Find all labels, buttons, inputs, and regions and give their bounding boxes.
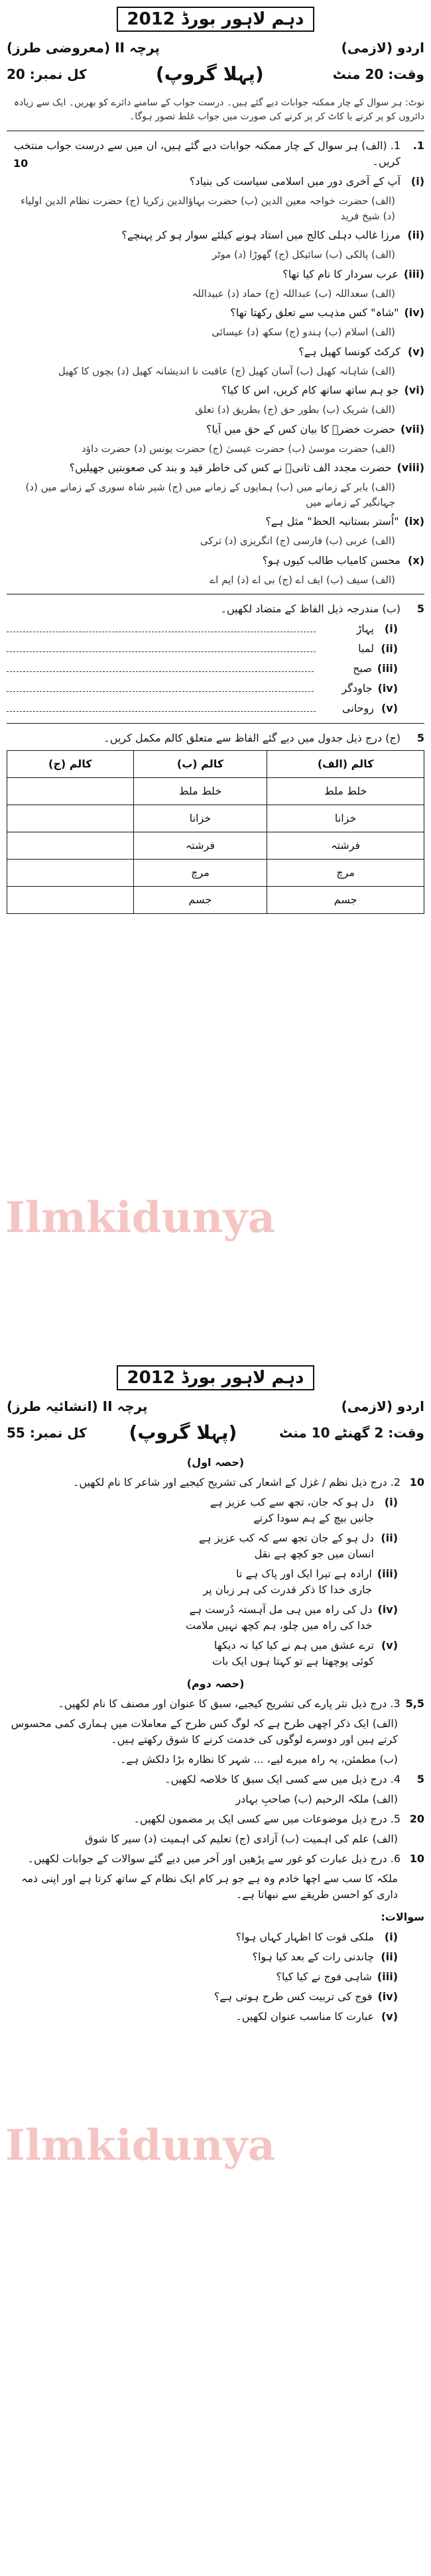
group-title-text: (پہلا گروپ) <box>129 1422 237 1443</box>
mcq-item <box>7 514 424 530</box>
q3-marks: 5,5 <box>405 1697 424 1710</box>
word: لمبا <box>358 642 374 655</box>
q3-passage-a: (الف) ایک ذکر اچھی طرح ہے کہ لوگ کس طرح کے معاملات میں ہماری کمی محسوس کرتے ہیں اور دوسرے لوگوں کی خدمت کرنے کا شوق رکھتے ہیں۔ <box>11 1717 398 1746</box>
antonym-item <box>7 700 398 716</box>
mcq-item <box>7 266 424 282</box>
table-cell: خزانا <box>267 805 424 832</box>
mcq-options: (الف) حضرت خواجہ معین الدین (ب) حضرت بہاؤالدین زکریا (ج) حضرت نظام الدین اولیاء (د) شیخ فرید <box>21 195 395 222</box>
question-text: شاہی فوج نے کیا کیا؟ <box>276 1970 372 1983</box>
mcq-num: (iii) <box>403 267 424 280</box>
poem-line: خدا کی راہ میں چلو، ہم کچھ نہیں ملامت <box>186 1619 373 1632</box>
questions-list <box>7 1929 424 2025</box>
question-item <box>7 1989 398 2005</box>
watermark: Ilmkidunya <box>5 1193 276 1243</box>
poem-item <box>7 1566 398 1598</box>
table-cell <box>7 832 134 860</box>
antonym-list <box>7 621 424 716</box>
q1b-text: (ب) مندرجہ ذیل الفاظ کے متضاد لکھیں۔ <box>220 602 400 615</box>
table-row <box>7 805 424 832</box>
question-num: (v) <box>381 2010 398 2023</box>
banner-text: دہم لاہور بورڈ 2012 <box>117 7 315 32</box>
paper: پرچہ II (انشائیہ طرز) <box>7 1398 148 1414</box>
table-cell: خزانا <box>133 805 267 832</box>
table-cell <box>7 887 134 914</box>
part2-label: (حصہ دوم) <box>186 1677 245 1690</box>
mcq-options: (الف) پالکی (ب) سائیکل (ج) گھوڑا (د) موٹر <box>212 249 395 260</box>
divider <box>7 723 424 724</box>
poem-item <box>7 1638 398 1669</box>
q1b-intro <box>7 601 424 617</box>
poem-line: دل کی راہ میں ہی مل آہستہ دُرست ہے <box>189 1603 373 1616</box>
mcq-num: (v) <box>407 345 424 358</box>
table-cell: خلط ملط <box>133 778 267 805</box>
q1-marks: 10 <box>13 157 29 170</box>
q6 <box>7 1851 424 1867</box>
answer-line <box>7 641 316 652</box>
subjective-section <box>7 1455 424 2029</box>
table-cell: مرچ <box>133 860 267 887</box>
mcq-num: (i) <box>410 175 424 188</box>
answer-line <box>7 621 316 632</box>
q2-marks: 10 <box>409 1476 424 1488</box>
question-num: (i) <box>384 1931 398 1943</box>
q1-number: 1. <box>412 139 424 152</box>
mcq-list <box>7 174 424 587</box>
question-item <box>7 2009 398 2025</box>
table-row <box>7 887 424 914</box>
mcq-question: حضرت مجدد الف ثانیؒ نے کس کی خاطر قید و بند کی صعوبتیں جھیلیں؟ <box>69 461 392 474</box>
poem-line: ارادہ ہے تیرا ایک اور پاک ہے تا <box>236 1567 372 1580</box>
poem-num: (i) <box>384 1496 398 1508</box>
poem-line: دل ہو کہ جان، تجھ سے کب عزیز ہے <box>210 1496 374 1508</box>
mcq-question: عرب سردار کا نام کیا تھا؟ <box>282 267 399 280</box>
question-item <box>7 1929 398 1945</box>
mcq-question: "اُستر بستانیہ الحظ" مثل ہے؟ <box>265 515 399 528</box>
mcq-item <box>7 553 424 569</box>
mcq-num: (ii) <box>407 229 424 241</box>
board-banner-2 <box>0 1365 431 1390</box>
question-num: (iv) <box>377 1990 398 2003</box>
time-marks-row <box>7 63 424 85</box>
mcq-question: حضرت خضرؑ کا بیان کس کے حق میں آیا؟ <box>206 422 395 435</box>
answer-line <box>7 661 314 672</box>
poem-line: ترے عشق میں ہم نے کیا کیا نہ دیکھا <box>214 1639 374 1652</box>
table-row <box>7 832 424 860</box>
word-num: (v) <box>381 702 398 714</box>
time: وقت: 2 گھنٹے 10 منٹ <box>279 1424 424 1441</box>
mcq-item <box>7 174 424 190</box>
note: نوٹ: ہر سوال کے چار ممکنہ جوابات دیے گئے ہیں۔ درست جواب کے سامنے دائرے کو بھریں۔ ایک سے زیادہ دائروں کو پر کرنے یا کاٹ کر پر کرنے کی صورت میں جواب غلط تصور ہوگا۔ <box>13 97 424 122</box>
poem-num: (iii) <box>377 1567 398 1580</box>
mcq-options: (الف) سعداللہ (ب) عبداللہ (ج) حماد (د) عبیداللہ <box>192 287 395 300</box>
question-text: چاندنی رات کے بعد کیا ہوا؟ <box>252 1950 374 1963</box>
word: پہاڑ <box>356 622 374 635</box>
poem-item <box>7 1602 398 1634</box>
time: وقت: 20 منٹ <box>332 66 424 82</box>
marks: کل نمبر: 55 <box>7 1424 87 1441</box>
mcq-item <box>7 227 424 243</box>
paper: پرچہ II (معروضی طرز) <box>7 40 160 56</box>
table-cell: جسم <box>267 887 424 914</box>
q2-text: 2. درج ذیل نظم / غزل کے اشعار کی تشریح کیجیے اور شاعر کا نام لکھیں۔ <box>72 1476 400 1488</box>
mcq-num: (iv) <box>404 306 424 319</box>
table-cell: فرشتہ <box>267 832 424 860</box>
q3-passage-b: (ب) مطمئن، یہ راہ میرے لیے، ... شہر کا نظارہ بڑا دلکش ہے۔ <box>120 1753 398 1765</box>
mcq-item <box>7 344 424 360</box>
poem-line: دل ہو کے جان تجھ سے کہ کب عزیز ہے <box>198 1532 374 1544</box>
questions-label: سوالات: <box>381 1911 424 1923</box>
word: روحانی <box>341 702 374 714</box>
mcq-options: (الف) حضرت موسیٰ (ب) حضرت عیسیٰ (ج) حضرت یونس (د) حضرت داؤد <box>82 442 395 455</box>
mcq-question: محسن کامیاب طالب کیوں ہو؟ <box>262 553 400 567</box>
antonym-item <box>7 621 398 637</box>
q5-text: 5. درج ذیل موضوعات میں سے کسی ایک پر مضمون لکھیں۔ <box>133 1813 400 1825</box>
table-cell <box>7 778 134 805</box>
mcq-options: (الف) بابر کے زمانے میں (ب) ہمایوں کے زمانے میں (ج) شیر شاہ سوری کے زمانے میں (د) جہانگیر کے زمانے میں <box>25 481 395 508</box>
answer-line <box>7 681 314 692</box>
q1c-text: (ج) درج ذیل جدول میں دیے گئے الفاظ سے متعلق کالم مکمل کریں۔ <box>103 732 400 744</box>
watermark: Ilmkidunya <box>5 2121 276 2170</box>
mcq-options: (الف) سیف (ب) ایف اے (ج) بی اے (د) ایم اے <box>210 573 395 586</box>
subject-paper-row <box>7 40 424 56</box>
poem-line: جانیں بیچ کے ہم سودا کرتے <box>253 1512 374 1524</box>
q3 <box>7 1696 424 1712</box>
q1c-marks: 5 <box>416 732 424 744</box>
group-title-text: (پہلا گروپ) <box>155 63 264 85</box>
table-header: کالم (ج) <box>7 751 134 778</box>
table-header: کالم (ب) <box>133 751 267 778</box>
mcq-options: (الف) اسلام (ب) ہندو (ج) سکھ (د) عیسائی <box>212 326 395 338</box>
mcq-question: مرزا غالب دہلی کالج میں استاد ہونے کیلئے سوار ہو کر پہنچے؟ <box>121 229 400 241</box>
time-marks-row-2 <box>7 1422 424 1443</box>
antonym-item <box>7 681 398 697</box>
q5-marks: 20 <box>409 1813 424 1825</box>
poem-num: (v) <box>381 1639 398 1652</box>
group-title-2 <box>129 1422 237 1443</box>
mcq-item <box>7 421 424 437</box>
q6-passage: ملکہ کا سب سے اچھا خادم وہ ہے جو ہر کام ایک نظام کے ساتھ کرتا ہے اور اپنی ذمہ داری کو احسن طریقے سے نبھاتا ہے۔ <box>21 1872 398 1901</box>
q4-options: (الف) ملکہ الرحیم (ب) صاحبِ بہادر <box>235 1793 398 1805</box>
q1-intro <box>7 138 424 170</box>
q5-options: (الف) علم کی اہمیت (ب) آزادی (ج) تعلیم کی اہمیت (د) سیر کا شوق <box>85 1832 398 1845</box>
q1c-intro <box>7 730 424 746</box>
mcq-question: کرکٹ کونسا کھیل ہے؟ <box>298 345 400 358</box>
word-num: (i) <box>384 622 398 635</box>
table-cell <box>7 805 134 832</box>
answer-line <box>7 700 316 712</box>
q6-marks: 10 <box>409 1852 424 1865</box>
poem-num: (ii) <box>381 1532 398 1544</box>
mcq-options: (الف) عربی (ب) فارسی (ج) انگریزی (د) ترکی <box>200 535 395 547</box>
mcq-question: آپ کے آخری دور میں اسلامی سیاست کی بنیاد؟ <box>189 175 400 188</box>
mcq-num: (ix) <box>404 515 424 528</box>
mcq-question: "شاہ" کس مذہب سے تعلق رکھتا تھا؟ <box>230 306 399 319</box>
antonym-item <box>7 661 398 677</box>
mcq-num: (vii) <box>400 422 424 435</box>
part1-label: (حصہ اول) <box>186 1456 245 1469</box>
mcq-item <box>7 305 424 321</box>
word: جاودگر <box>341 682 373 695</box>
q4 <box>7 1771 424 1787</box>
question-item <box>7 1969 398 1985</box>
question-text: فوج کی تربیت کس طرح ہوتی ہے؟ <box>214 1990 373 2003</box>
poem-line: انسان میں جو کچھ ہے نقل <box>254 1547 374 1560</box>
question-text: ملکی قوت کا اظہار کہاں ہوا؟ <box>235 1931 374 1943</box>
mcq-num: (viii) <box>397 461 424 474</box>
poem-list <box>7 1494 424 1669</box>
table-cell <box>7 860 134 887</box>
q4-text: 4. درج ذیل میں سے کسی ایک سبق کا خلاصہ لکھیں۔ <box>164 1773 400 1785</box>
mcq-options: (الف) شریک (ب) بطور حق (ج) بطریق (د) تعلق <box>195 404 395 416</box>
question-text: عبارت کا مناسب عنوان لکھیں۔ <box>235 2010 374 2023</box>
table-header: کالم (الف) <box>267 751 424 778</box>
question-num: (iii) <box>377 1970 398 1983</box>
word-num: (ii) <box>381 642 398 655</box>
q6-text: 6. درج ذیل عبارت کو غور سے پڑھیں اور آخر میں دیے گئے سوالات کے جوابات لکھیں۔ <box>27 1852 400 1865</box>
poem-item <box>7 1530 398 1562</box>
columns-table <box>7 750 424 914</box>
q5 <box>7 1811 424 1827</box>
word-num: (iv) <box>377 682 398 695</box>
table-cell: فرشتہ <box>133 832 267 860</box>
subject-paper-row-2 <box>7 1398 424 1414</box>
q4-marks: 5 <box>416 1773 424 1785</box>
table-cell: جسم <box>133 887 267 914</box>
banner-text: دہم لاہور بورڈ 2012 <box>117 1365 315 1390</box>
antonym-item <box>7 641 398 657</box>
poem-num: (iv) <box>377 1603 398 1616</box>
poem-line: کوئی پوچھتا ہے تو کہتا ہوں ایک بات <box>212 1655 374 1667</box>
table-row <box>7 778 424 805</box>
mcq-num: (vi) <box>404 384 424 396</box>
question-item <box>7 1949 398 1965</box>
table-row <box>7 860 424 887</box>
poem-line: جاری خدا کا ذکر قدرت کی ہر زبان پر <box>203 1583 372 1596</box>
word-num: (iii) <box>377 662 398 675</box>
subject: اردو (لازمی) <box>341 1398 424 1414</box>
q1b-marks: 5 <box>416 602 424 615</box>
mcq-item <box>7 382 424 398</box>
question-num: (ii) <box>381 1950 398 1963</box>
objective-section <box>7 96 424 914</box>
table-cell: خلط ملط <box>267 778 424 805</box>
mcq-num: (x) <box>408 553 424 567</box>
q3-text: 3. درج ذیل نثر پارے کی تشریح کیجیے، سبق کا عنوان اور مصنف کا نام لکھیں۔ <box>58 1697 400 1710</box>
word: صبح <box>353 662 372 675</box>
subject: اردو (لازمی) <box>341 40 424 56</box>
mcq-item <box>7 460 424 476</box>
table-cell: مرچ <box>267 860 424 887</box>
q2 <box>7 1475 424 1490</box>
group-title <box>156 63 264 85</box>
marks: کل نمبر: 20 <box>7 66 87 82</box>
mcq-question: جو ہم ساتھ ساتھ کام کریں، اس کا کیا؟ <box>221 384 399 396</box>
board-banner <box>0 7 431 32</box>
mcq-options: (الف) شاہانہ کھیل (ب) آسان کھیل (ج) عاقبت نا اندیشانہ کھیل (د) بچوں کا کھیل <box>58 364 395 377</box>
poem-item <box>7 1494 398 1526</box>
q1-text: 1. (الف) ہر سوال کے چار ممکنہ جوابات دیے گئے ہیں، ان میں سے درست جواب منتخب کریں۔ <box>13 139 400 168</box>
